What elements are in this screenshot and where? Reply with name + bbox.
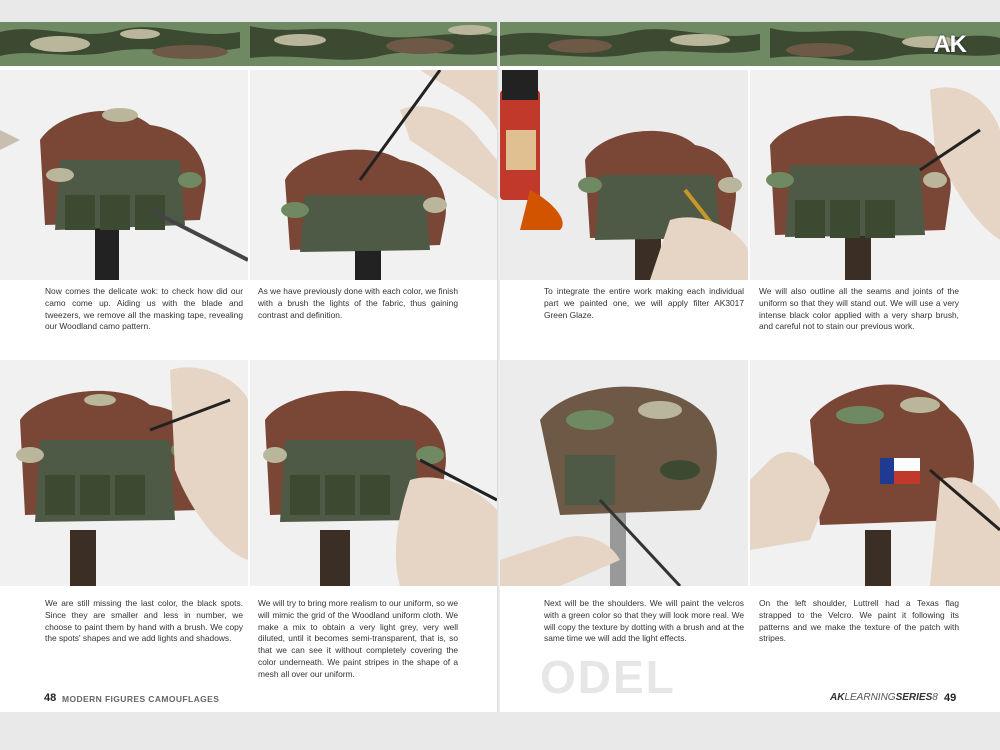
caption-6: We will also outline all the seams and joints of the uniform so that they will stand out. We will use a very intense black color applied with a very sharp brush, and careful not to stain our previous work. [759,286,959,332]
camo-pattern [0,22,497,66]
camo-banner-right [500,22,1000,66]
caption-3: We are still missing the last color, the black spots. Since they are smaller and less in number, we choose to paint them by hand with a brush. We copy the spots' shapes and we add lights and shadows. [45,598,243,644]
photo-tape-removal [0,70,248,280]
camo-pattern [500,22,1000,66]
caption-2: As we have previously done with each color, we finish with a brush the lights of the fabric, thus gaining contrast and definition. [258,286,458,320]
page-number-right: 49 [944,692,957,704]
photo-black-spots [0,360,248,586]
caption-8: On the left shoulder, Luttrell had a Texas flag strapped to the Velcro. We paint it following its patterns and we make the texture of the patch with stripes. [759,598,959,644]
photo-shoulders-velcro [500,360,748,586]
caption-7: Next will be the shoulders. We will paint the velcros with a green color so that they will look more real. We will copy the texture by dotting with a brush and at the same time we will add the light effects. [544,598,744,644]
photo-fabric-lights [250,70,497,280]
photo-green-glaze [500,70,748,280]
right-page [500,22,1000,712]
caption-1: Now comes the delicate wok: to check how did our camo come up. Aiding us with the blade and tweezers, we remove all the masking tape, revealing our Woodland camo pattern. [45,286,243,332]
photo-seams-outline [750,70,1000,280]
page-number-left: 48 [44,692,57,704]
photo-texas-flag [750,360,1000,586]
book-title: MODERN FIGURES CAMOUFLAGES [62,694,220,704]
series-middle: LEARNING [844,692,896,703]
series-label [830,692,938,703]
series-prefix: AK [830,692,845,703]
photo-grid-mesh [250,360,497,586]
ak-logo: AK [933,31,966,58]
watermark: ODEL [540,651,676,703]
caption-5: To integrate the entire work making each individual part we painted one, we will apply filter AK3017 Green Glaze. [544,286,744,320]
series-bold: SERIES [895,692,933,703]
camo-banner-left [0,22,497,66]
series-number: 8 [932,692,938,703]
caption-4: We will try to bring more realism to our uniform, so we will mimic the grid of the Woodland uniform cloth. We make a mix to obtain a very light grey, very well diluted, until it becomes semi-transparent, that is, so that we can see it without completely covering the color underneath. We paint stripes in the shape of a mesh all over our uniform. [258,598,458,679]
left-page [0,22,497,712]
